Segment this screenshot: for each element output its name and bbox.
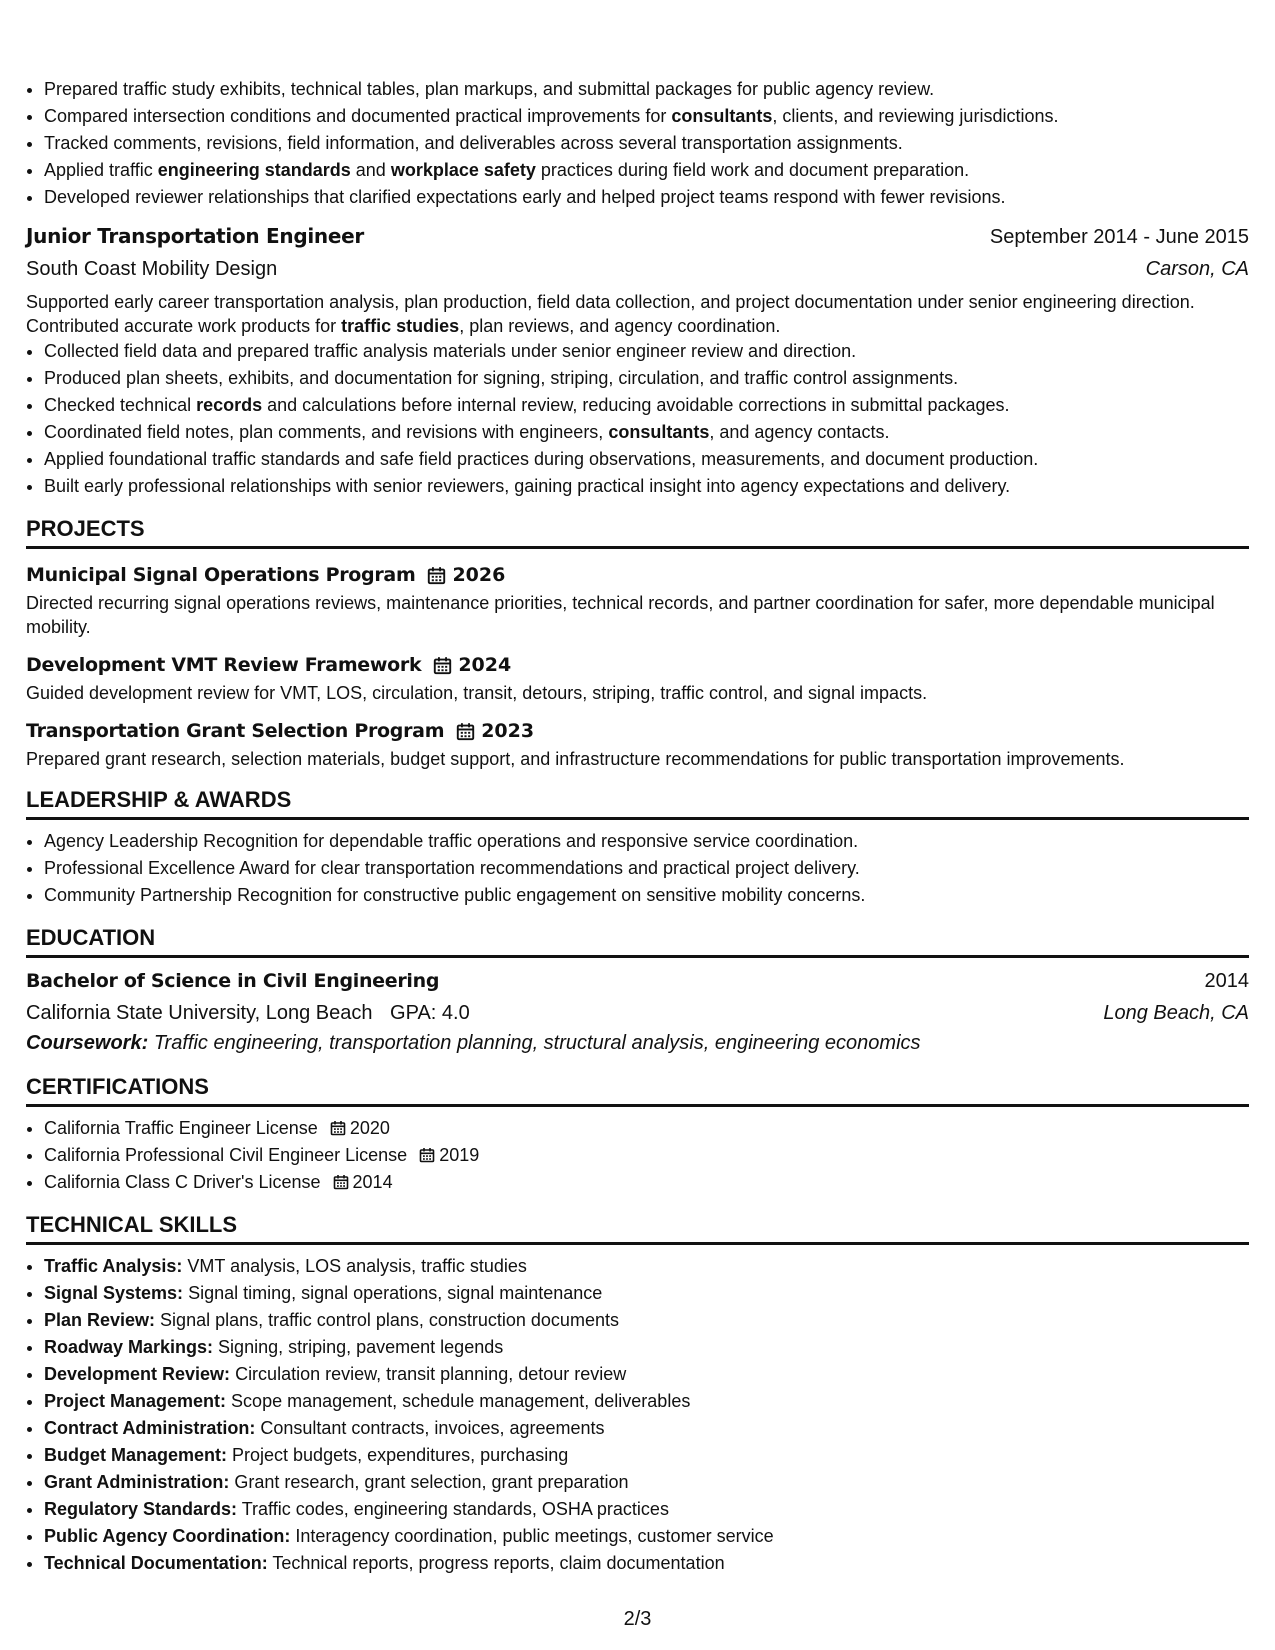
bold-keyword: consultants — [608, 422, 710, 442]
skill-label: Signal Systems: — [44, 1283, 184, 1303]
education-entry — [26, 966, 1249, 1058]
section-title-certifications: CERTIFICATIONS — [26, 1072, 1249, 1107]
graduation-year: 2014 — [1204, 970, 1249, 992]
certification-year: 2020 — [349, 1118, 390, 1138]
skill-item — [44, 1361, 1249, 1388]
skill-item — [44, 1550, 1249, 1577]
skill-item — [44, 1469, 1249, 1496]
skill-value: Traffic codes, engineering standards, OSHA practices — [237, 1499, 669, 1519]
project-description: Directed recurring signal operations reviews, maintenance priorities, technical records, and partner coordination for safer, more dependable municipal mobility. — [26, 593, 1215, 637]
certification-item — [44, 1169, 1249, 1196]
list-item — [44, 365, 1249, 392]
list-item — [44, 338, 1249, 365]
text-segment: and — [350, 160, 391, 180]
skill-item — [44, 1307, 1249, 1334]
certification-year: 2014 — [352, 1172, 393, 1192]
project-title: Transportation Grant Selection Program — [26, 720, 445, 742]
skill-label: Roadway Markings: — [44, 1337, 214, 1357]
skill-value: Signal plans, traffic control plans, construction documents — [155, 1310, 619, 1330]
list-item — [44, 392, 1249, 419]
project-year: 2023 — [481, 720, 535, 742]
award-item: • Community Partnership Recognition for constructive public engagement on sensitive mobility concerns. — [44, 882, 1249, 909]
text-segment: Checked technical — [44, 395, 197, 415]
skill-label: Budget Management: — [44, 1445, 228, 1465]
skill-label: Grant Administration: — [44, 1472, 230, 1492]
skill-label: Regulatory Standards: — [44, 1499, 238, 1519]
calendar-icon — [419, 1147, 435, 1163]
project-entry — [26, 717, 1249, 771]
award-item: • Agency Leadership Recognition for dependable traffic operations and responsive service coordination. — [44, 828, 1249, 855]
gpa: GPA: 4.0 — [390, 1002, 470, 1024]
project-entry — [26, 561, 1249, 639]
skill-item — [44, 1442, 1249, 1469]
junior-role — [26, 221, 1249, 500]
list-item — [44, 130, 1249, 157]
certification-year: 2019 — [439, 1145, 480, 1165]
project-entry — [26, 651, 1249, 705]
text-segment: Built early professional relationships with senior reviewers, gaining practical insight into agency expectations and delivery. — [44, 476, 1011, 496]
project-description: Prepared grant research, selection materials, budget support, and infrastructure recommendations for public transportation improvements. — [26, 749, 1125, 769]
bold-keyword: traffic studies — [341, 316, 460, 336]
project-year: 2026 — [452, 564, 506, 586]
bold-keyword: consultants — [671, 106, 773, 126]
list-item — [44, 473, 1249, 500]
skill-value: Interagency coordination, public meetings, customer service — [290, 1526, 774, 1546]
text-segment: Supported early career transportation analysis, plan production, field data collection, and project documentation under senior engineering direction. Contributed accurate work products for — [26, 292, 1195, 336]
skill-value: Scope management, schedule management, deliverables — [226, 1391, 691, 1411]
skill-label: Contract Administration: — [44, 1418, 256, 1438]
bold-keyword: engineering standards — [157, 160, 351, 180]
text-segment: Developed reviewer relationships that clarified expectations early and helped project teams respond with fewer revisions. — [44, 187, 1006, 207]
section-title-projects: PROJECTS — [26, 514, 1249, 549]
text-segment: Prepared traffic study exhibits, technical tables, plan markups, and submittal packages for public agency review. — [44, 79, 935, 99]
calendar-icon — [456, 722, 475, 741]
skill-label: Technical Documentation: — [44, 1553, 268, 1573]
calendar-icon — [433, 656, 452, 675]
list-item — [44, 157, 1249, 184]
section-title-skills: TECHNICAL SKILLS — [26, 1210, 1249, 1245]
text-segment: and calculations before internal review, reducing avoidable corrections in submittal packages. — [262, 395, 1010, 415]
certification-name: California Traffic Engineer License — [44, 1118, 318, 1138]
skill-item — [44, 1280, 1249, 1307]
coursework — [26, 1028, 1249, 1058]
skill-label: Plan Review: — [44, 1310, 156, 1330]
calendar-icon — [330, 1120, 346, 1136]
coursework-label: Coursework: — [26, 1032, 149, 1054]
skill-label: Public Agency Coordination: — [44, 1526, 291, 1546]
role-title: Junior Transportation Engineer — [26, 224, 364, 248]
role-location: Carson, CA — [1145, 258, 1249, 280]
project-title: Development VMT Review Framework — [26, 654, 422, 676]
degree: Bachelor of Science in Civil Engineering — [26, 970, 440, 992]
skill-value: Signal timing, signal operations, signal maintenance — [183, 1283, 603, 1303]
skill-value: Technical reports, progress reports, claim documentation — [267, 1553, 725, 1573]
certifications-list — [26, 1115, 1249, 1196]
role-summary — [26, 290, 1249, 338]
text-segment: Produced plan sheets, exhibits, and documentation for signing, striping, circulation, and traffic control assignments. — [44, 368, 959, 388]
text-segment: Applied foundational traffic standards and safe field practices during observations, measurements, and document production. — [44, 449, 1039, 469]
skill-value: Signing, striping, pavement legends — [213, 1337, 504, 1357]
project-year: 2024 — [458, 654, 512, 676]
prior-role-bullets — [26, 76, 1249, 211]
skills-list — [26, 1253, 1249, 1577]
leadership-list — [26, 828, 1249, 909]
skill-item — [44, 1496, 1249, 1523]
role-bullets — [26, 338, 1249, 500]
skill-item — [44, 1523, 1249, 1550]
projects-list — [26, 561, 1249, 771]
text-segment: practices during field work and document preparation. — [535, 160, 970, 180]
list-item — [44, 76, 1249, 103]
text-segment: Compared intersection conditions and documented practical improvements for — [44, 106, 672, 126]
text-segment: Applied traffic — [44, 160, 158, 180]
school-location: Long Beach, CA — [1103, 1002, 1249, 1024]
skill-value: VMT analysis, LOS analysis, traffic studies — [182, 1256, 527, 1276]
skill-label: Development Review: — [44, 1364, 231, 1384]
text-segment: , clients, and reviewing jurisdictions. — [772, 106, 1059, 126]
list-item — [44, 419, 1249, 446]
role-dates: September 2014 - June 2015 — [989, 226, 1249, 248]
certification-name: California Class C Driver's License — [44, 1172, 321, 1192]
skill-value: Consultant contracts, invoices, agreements — [255, 1418, 605, 1438]
skill-item — [44, 1415, 1249, 1442]
award-item: • Professional Excellence Award for clear transportation recommendations and practical project delivery. — [44, 855, 1249, 882]
section-title-education: EDUCATION — [26, 923, 1249, 958]
project-description: Guided development review for VMT, LOS, circulation, transit, detours, striping, traffic control, and signal impacts. — [26, 683, 928, 703]
text-segment: , and agency contacts. — [709, 422, 890, 442]
certification-name: California Professional Civil Engineer License — [44, 1145, 408, 1165]
text-segment: Tracked comments, revisions, field information, and deliverables across several transportation assignments. — [44, 133, 903, 153]
skill-item — [44, 1388, 1249, 1415]
text-segment: , plan reviews, and agency coordination. — [459, 316, 781, 336]
calendar-icon — [333, 1174, 349, 1190]
certification-item — [44, 1142, 1249, 1169]
certification-item — [44, 1115, 1249, 1142]
skill-value: Circulation review, transit planning, detour review — [230, 1364, 627, 1384]
company-name: South Coast Mobility Design — [26, 258, 278, 280]
coursework-value: Traffic engineering, transportation planning, structural analysis, engineering economics — [153, 1032, 921, 1054]
bold-keyword: records — [196, 395, 263, 415]
school-name: California State University, Long Beach — [26, 1002, 373, 1024]
list-item — [44, 103, 1249, 130]
skill-label: Project Management: — [44, 1391, 227, 1411]
list-item — [44, 446, 1249, 473]
page-number: 2/3 — [623, 1608, 652, 1630]
skill-value: Grant research, grant selection, grant preparation — [229, 1472, 629, 1492]
skill-value: Project budgets, expenditures, purchasing — [227, 1445, 569, 1465]
skill-label: Traffic Analysis: — [44, 1256, 183, 1276]
section-title-leadership: LEADERSHIP & AWARDS — [26, 785, 1249, 820]
list-item — [44, 184, 1249, 211]
project-title: Municipal Signal Operations Program — [26, 564, 416, 586]
bold-keyword: workplace safety — [390, 160, 536, 180]
skill-item — [44, 1334, 1249, 1361]
text-segment: Collected field data and prepared traffic analysis materials under senior engineer review and direction. — [44, 341, 857, 361]
skill-item — [44, 1253, 1249, 1280]
text-segment: Coordinated field notes, plan comments, and revisions with engineers, — [44, 422, 609, 442]
calendar-icon — [427, 566, 446, 585]
